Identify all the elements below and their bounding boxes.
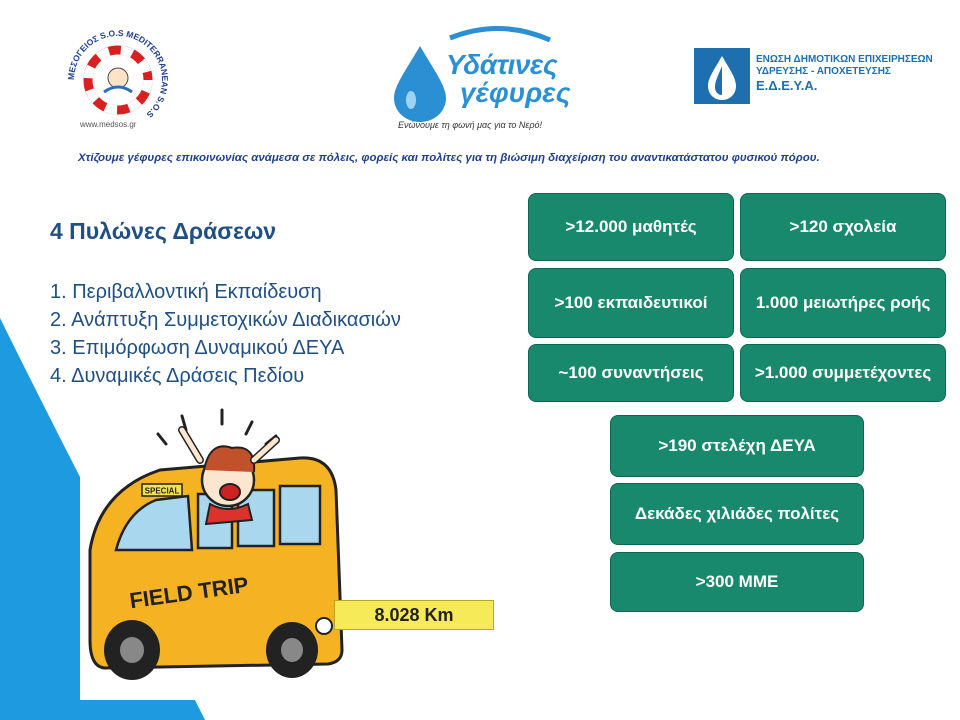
tagline: Χτίζουμε γέφυρες επικοινωνίας ανάμεσα σε πόλεις, φορείς και πολίτες για τη βιώσιμη διαχείριση του αναντικατάστατου φυσικού πόρου. [78,152,820,164]
stat-box-media: >300 ΜΜΕ [610,552,864,612]
edeya-name [756,54,933,94]
ydatines-title-line1: Υδάτινες [446,49,558,80]
field-trip-bus-illustration [70,400,360,700]
edeya-line1: ΕΝΩΣΗ ΔΗΜΟΤΙΚΩΝ ΕΠΙΧΕΙΡΗΣΕΩΝ [756,54,933,65]
bus-badge-text: SPECIAL [144,486,180,496]
stat-box-flow-reducers: 1.000 μειωτήρες ροής [740,268,946,338]
stat-box-schools: >120 σχολεία [740,193,946,261]
list-item: 1. Περιβαλλοντική Εκπαίδευση [50,281,322,303]
stat-box-deya-staff: >190 στελέχη ΔΕΥΑ [610,415,864,477]
stat-box-teachers: >100 εκπαιδευτικοί [528,268,734,338]
edeya-logo [692,44,942,108]
medsos-url: www.medsos.gr [80,120,137,129]
stat-box-students: >12.000 μαθητές [528,193,734,261]
medsos-logo [58,20,178,140]
stat-box-participants: >1.000 συμμετέχοντες [740,344,946,402]
page-title: 4 Πυλώνες Δράσεων [50,218,277,244]
list-item: 3. Επιμόρφωση Δυναμικού ΔΕΥΑ [50,337,345,359]
edeya-line2: ΥΔΡΕΥΣΗΣ - ΑΠΟΧΕΤΕΥΣΗΣ [756,66,891,77]
list-item: 4. Δυναμικές Δράσεις Πεδίου [50,365,305,387]
medsos-ring-text: ΜΕΣΟΓΕΙΟΣ S.O.S MEDITERRANEAN S.O.S [65,27,171,120]
ydatines-subtitle: Ενώνουμε τη φωνή μας για το Νερό! [398,120,543,130]
bus-sign-text: FIELD TRIP [127,571,251,614]
stat-box-citizens: Δεκάδες χιλιάδες πολίτες [610,483,864,545]
edeya-emblem-icon [694,48,750,104]
edeya-line3: Ε.Δ.Ε.Υ.Α. [756,78,818,93]
list-item: 2. Ανάπτυξη Συμμετοχικών Διαδικασιών [50,309,401,331]
stat-box-meetings: ~100 συναντήσεις [528,344,734,402]
pillars-list [50,278,401,390]
ydatines-gefyres-logo [380,18,580,136]
distance-label: 8.028 Km [334,600,494,630]
ydatines-title-line2: γέφυρες [460,77,571,108]
